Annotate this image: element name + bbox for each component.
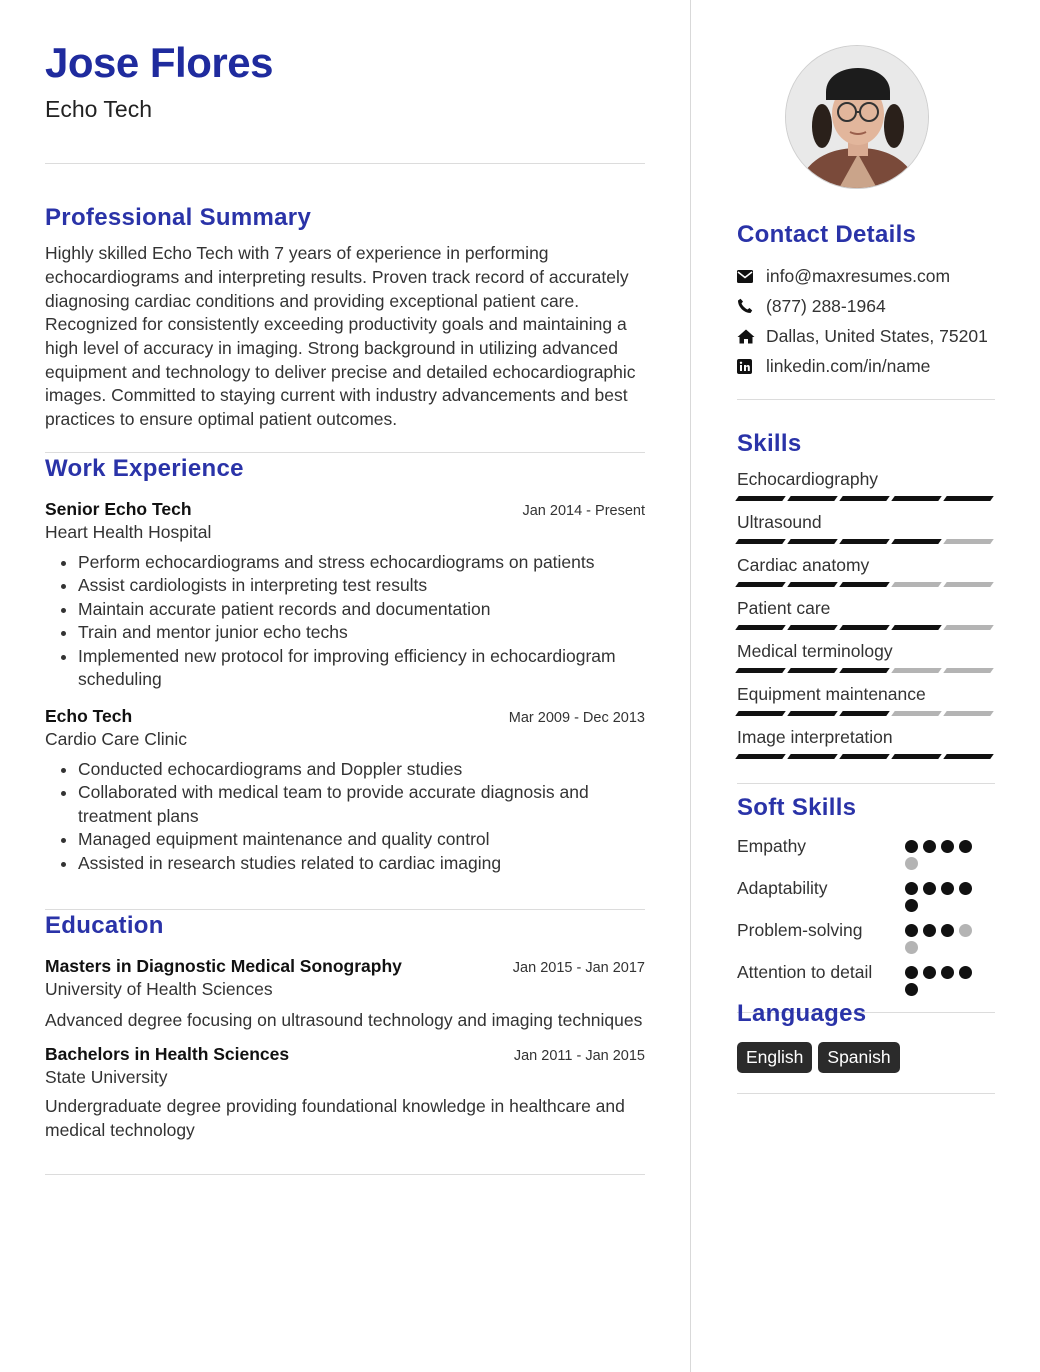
education-date: Jan 2015 - Jan 2017	[512, 960, 645, 977]
rating-dot	[905, 983, 918, 996]
job-bullet: • Collaborated with medical team to provide accurate diagnosis and treatment plans	[78, 781, 645, 828]
rating-dot	[905, 941, 918, 954]
experience-heading: Work Experience	[45, 454, 244, 482]
envelope-icon	[737, 270, 766, 283]
job-employer: Cardio Care Clinic	[45, 728, 187, 749]
job-bullet: • Maintain accurate patient records and documentation	[78, 598, 645, 622]
education-description: Advanced degree focusing on ultrasound technology and imaging techniques	[45, 1010, 643, 1031]
contact-heading: Contact Details	[737, 221, 917, 248]
skills-divider	[737, 783, 995, 784]
education-description: Undergraduate degree providing foundational knowledge in healthcare and medical technology	[45, 1096, 625, 1141]
experience-section	[45, 455, 645, 876]
skill-level-segment	[735, 625, 786, 630]
skill-level-bar	[737, 496, 995, 511]
skill-label: Ultrasound	[737, 512, 822, 532]
skill-label: Image interpretation	[737, 727, 893, 747]
contact-email[interactable]	[737, 261, 995, 291]
language-tag: Spanish	[818, 1042, 899, 1073]
phone-text: (877) 288-1964	[766, 295, 886, 316]
contact-linkedin[interactable]	[737, 351, 995, 381]
soft-skill-label: Attention to detail	[737, 962, 873, 982]
job-entry	[45, 706, 645, 876]
skill-level-bar	[737, 539, 995, 554]
rating-dot	[923, 966, 936, 979]
skill-level-segment	[943, 668, 994, 673]
skill-item	[737, 597, 995, 640]
degree-title: Masters in Diagnostic Medical Sonography	[45, 956, 402, 977]
skill-level-bar	[737, 668, 995, 683]
skill-level-segment	[735, 496, 786, 501]
header-divider	[45, 163, 645, 164]
skill-level-bar	[737, 754, 995, 769]
education-entry	[45, 1044, 645, 1142]
skill-item	[737, 640, 995, 683]
rating-dot	[959, 840, 972, 853]
skill-item	[737, 554, 995, 597]
soft-skills-heading: Soft Skills	[737, 794, 857, 821]
rating-dot	[959, 924, 972, 937]
soft-skills-section	[737, 794, 995, 1013]
skill-level-segment	[839, 711, 890, 716]
skill-level-segment	[735, 582, 786, 587]
school-name: State University	[45, 1067, 168, 1088]
skill-label: Equipment maintenance	[737, 684, 926, 704]
degree-title: Bachelors in Health Sciences	[45, 1044, 290, 1065]
soft-skill-item	[737, 960, 995, 996]
soft-skill-item	[737, 834, 995, 870]
job-date: Jan 2014 - Present	[522, 502, 645, 519]
contact-divider	[737, 399, 995, 400]
soft-skill-label: Adaptability	[737, 878, 828, 898]
skill-level-segment	[891, 754, 942, 759]
experience-divider	[45, 909, 645, 910]
candidate-title: Echo Tech	[45, 96, 152, 123]
rating-dot	[923, 840, 936, 853]
rating-dot	[923, 924, 936, 937]
job-bullet: • Managed equipment maintenance and quality control	[78, 828, 645, 852]
skill-item	[737, 511, 995, 554]
job-entry	[45, 499, 645, 692]
skill-level-segment	[943, 711, 994, 716]
education-divider	[45, 1174, 645, 1175]
job-bullet: • Conducted echocardiograms and Doppler studies	[78, 758, 645, 782]
skill-level-segment	[787, 496, 838, 501]
skill-label: Cardiac anatomy	[737, 555, 870, 575]
skill-level-segment	[839, 625, 890, 630]
skill-label: Echocardiography	[737, 469, 879, 489]
skill-level-segment	[787, 754, 838, 759]
skill-label: Medical terminology	[737, 641, 893, 661]
linkedin-text: linkedin.com/in/name	[766, 355, 931, 376]
soft-skill-label: Problem-solving	[737, 920, 863, 940]
rating-dot	[905, 924, 918, 937]
job-bullets	[45, 758, 645, 876]
soft-skill-rating	[905, 876, 975, 912]
rating-dot	[941, 840, 954, 853]
job-title: Senior Echo Tech	[45, 498, 192, 519]
contact-address	[737, 321, 995, 351]
skill-level-segment	[735, 668, 786, 673]
rating-dot	[905, 899, 918, 912]
rating-dot	[905, 857, 918, 870]
skill-level-segment	[735, 539, 786, 544]
column-divider	[690, 0, 691, 1372]
skills-heading: Skills	[737, 430, 802, 457]
rating-dot	[941, 966, 954, 979]
skill-level-segment	[735, 711, 786, 716]
skill-level-segment	[787, 625, 838, 630]
summary-section	[45, 204, 645, 432]
languages-divider	[737, 1093, 995, 1094]
home-icon	[737, 329, 766, 344]
job-title: Echo Tech	[45, 705, 133, 726]
rating-dot	[941, 924, 954, 937]
summary-divider	[45, 452, 645, 453]
soft-skill-rating	[905, 918, 975, 954]
skill-level-bar	[737, 711, 995, 726]
summary-heading: Professional Summary	[45, 204, 312, 232]
soft-skill-rating	[905, 834, 975, 870]
skills-section	[737, 430, 995, 784]
job-bullet: • Train and mentor junior echo techs	[78, 621, 645, 645]
skill-level-segment	[943, 582, 994, 587]
phone-icon	[737, 298, 766, 314]
skill-item	[737, 726, 995, 769]
job-bullets	[45, 551, 645, 692]
language-tag: English	[737, 1042, 812, 1073]
education-heading: Education	[45, 912, 164, 940]
skill-level-segment	[839, 754, 890, 759]
skill-level-segment	[787, 582, 838, 587]
soft-skill-item	[737, 918, 995, 954]
skill-level-segment	[891, 711, 942, 716]
soft-skill-label: Empathy	[737, 836, 807, 856]
skill-level-bar	[737, 625, 995, 640]
soft-skill-item	[737, 876, 995, 912]
job-date: Mar 2009 - Dec 2013	[508, 709, 645, 726]
skill-level-segment	[839, 582, 890, 587]
skill-level-segment	[891, 668, 942, 673]
job-bullet: • Assist cardiologists in interpreting test results	[78, 574, 645, 598]
skill-level-segment	[891, 582, 942, 587]
education-entry	[45, 956, 645, 1032]
main-column	[45, 40, 645, 1175]
skill-level-segment	[787, 539, 838, 544]
skill-label: Patient care	[737, 598, 831, 618]
skill-level-segment	[943, 539, 994, 544]
skill-level-segment	[839, 496, 890, 501]
skill-level-segment	[943, 625, 994, 630]
rating-dot	[905, 882, 918, 895]
skill-level-bar	[737, 582, 995, 597]
rating-dot	[905, 966, 918, 979]
skill-level-segment	[839, 668, 890, 673]
skill-level-segment	[891, 625, 942, 630]
skill-level-segment	[787, 668, 838, 673]
rating-dot	[923, 882, 936, 895]
languages-section	[737, 1000, 995, 1094]
contact-phone[interactable]	[737, 291, 995, 321]
job-bullet: • Implemented new protocol for improving efficiency in echocardiogram scheduling	[78, 645, 645, 692]
profile-photo	[785, 45, 929, 189]
rating-dot	[941, 882, 954, 895]
address-text: Dallas, United States, 75201	[766, 325, 988, 346]
email-text: info@maxresumes.com	[766, 265, 951, 286]
skill-level-segment	[839, 539, 890, 544]
summary-text: Highly skilled Echo Tech with 7 years of experience in performing echocardiograms and interpreting results. Proven track record of accurately diagnosing cardiac conditions and providing exceptional patient care. Recognized for consistently exceeding productivity goals and maintaining a high level of accuracy in imaging. Strong background in utilizing advanced equipment and technology to deliver precise and detailed echocardiographic images. Committed to staying current with industry advancements and best practices to ensure optimal patient outcomes.	[45, 243, 636, 430]
job-bullet: • Assisted in research studies related to cardiac imaging	[78, 852, 645, 876]
skill-item	[737, 468, 995, 511]
linkedin-icon	[737, 359, 766, 374]
skill-level-segment	[787, 711, 838, 716]
candidate-name: Jose Flores	[45, 39, 273, 86]
soft-skill-rating	[905, 960, 975, 996]
skill-level-segment	[735, 754, 786, 759]
skill-level-segment	[943, 496, 994, 501]
school-name: University of Health Sciences	[45, 979, 273, 1000]
education-section	[45, 912, 645, 1142]
rating-dot	[959, 882, 972, 895]
rating-dot	[905, 840, 918, 853]
education-date: Jan 2011 - Jan 2015	[513, 1048, 645, 1065]
contact-section	[737, 221, 995, 400]
skill-level-segment	[943, 754, 994, 759]
skill-level-segment	[891, 496, 942, 501]
rating-dot	[959, 966, 972, 979]
skill-level-segment	[891, 539, 942, 544]
languages-heading: Languages	[737, 1000, 867, 1027]
job-employer: Heart Health Hospital	[45, 521, 212, 542]
job-bullet: • Perform echocardiograms and stress echocardiograms on patients	[78, 551, 645, 575]
skill-item	[737, 683, 995, 726]
